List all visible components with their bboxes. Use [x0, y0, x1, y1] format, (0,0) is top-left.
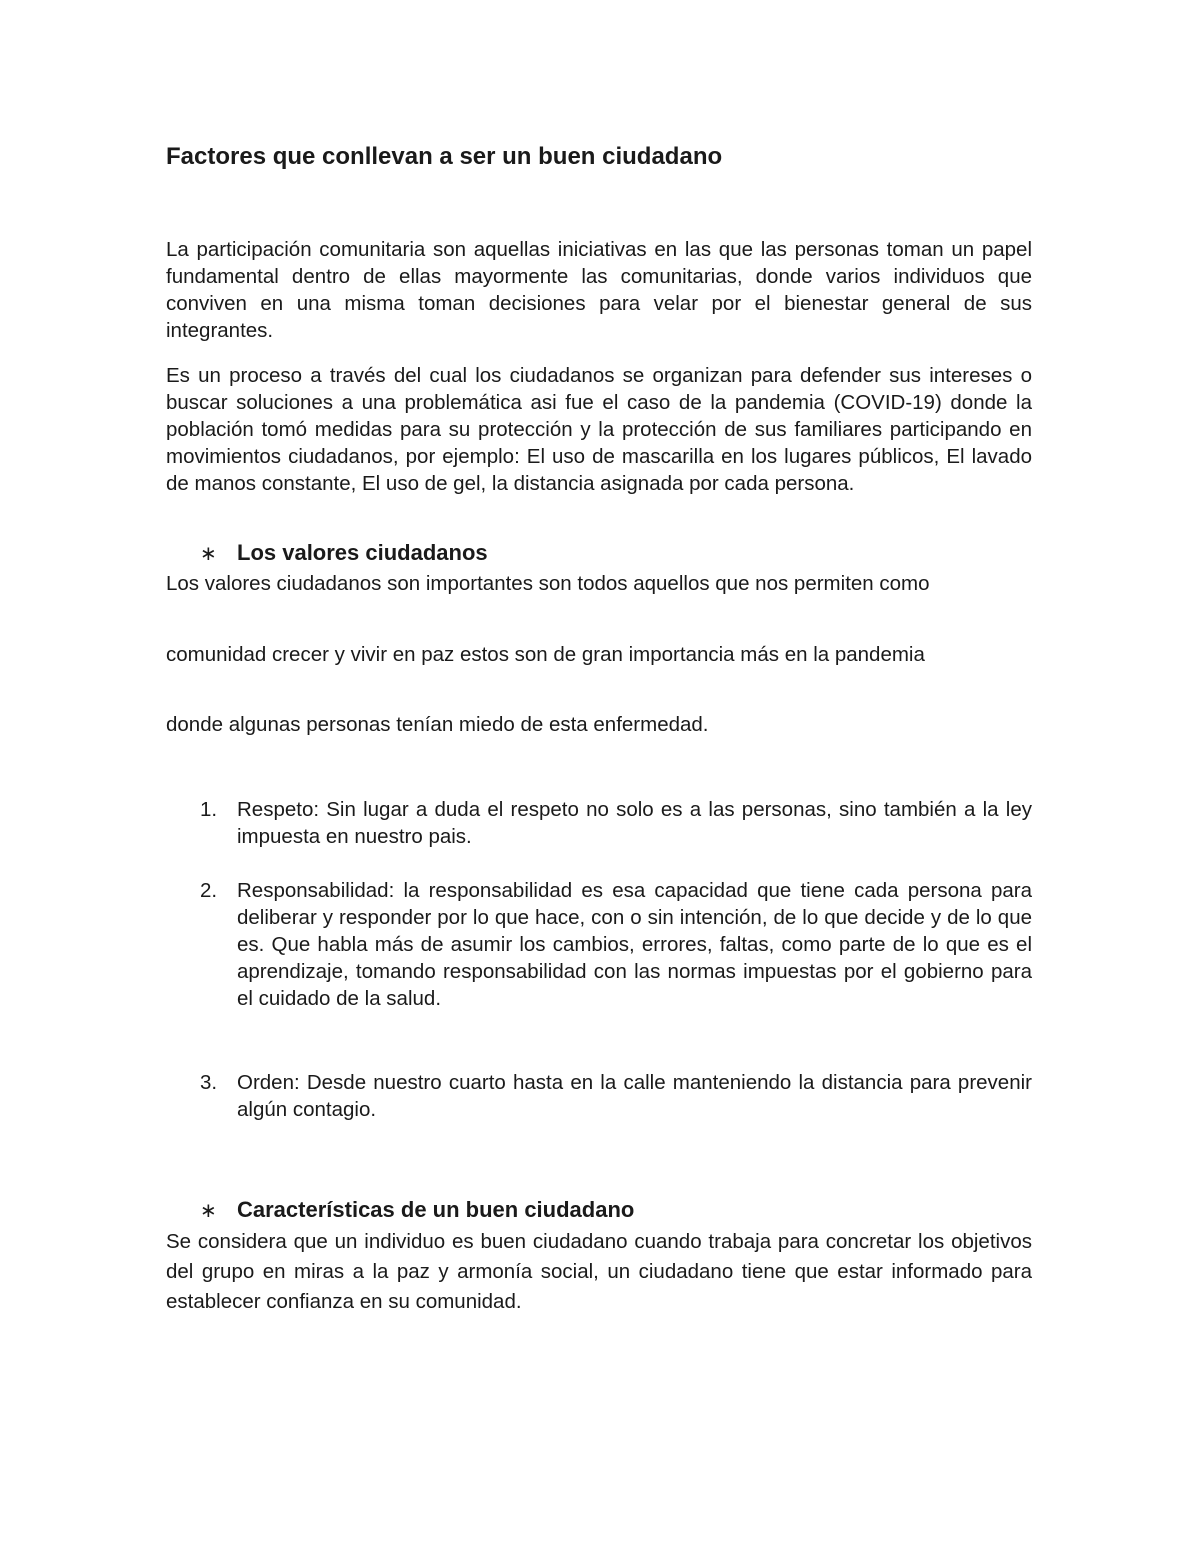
intro-paragraph-1: La participación comunitaria son aquellas iniciativas en las que las personas toman un papel fundamental dentro de ellas mayormente las comunitarias, donde varios individuos que conviven en una misma toman decisiones para velar por el bienestar general de sus integrantes. — [166, 238, 1032, 342]
list-number: 1. — [200, 798, 218, 821]
section-heading-label: Los valores ciudadanos — [237, 540, 488, 565]
valores-line-3: donde algunas personas tenían miedo de esta enfermedad. — [166, 713, 709, 736]
list-text: Orden: Desde nuestro cuarto hasta en la calle manteniendo la distancia para prevenir algún contagio. — [237, 1071, 1032, 1121]
list-text: Respeto: Sin lugar a duda el respeto no solo es a las personas, sino también a la ley impuesta en nuestro pais. — [237, 798, 1032, 848]
intro-paragraph-2: Es un proceso a través del cual los ciudadanos se organizan para defender sus intereses o buscar soluciones a una problemática asi fue el caso de la pandemia (COVID-19) donde la población tomó medidas para su protección y la protección de sus familiares participando en movimientos ciudadanos, por ejemplo: El uso de mascarilla en los lugares públicos, El lavado de manos constante, El uso de gel, la distancia asignada por cada persona. — [166, 364, 1032, 495]
list-number: 2. — [200, 879, 218, 902]
list-item-responsabilidad — [200, 877, 1032, 1012]
bullet-star-icon: ∗ — [200, 543, 217, 565]
list-item-orden — [200, 1069, 1032, 1123]
section-heading-label: Características de un buen ciudadano — [237, 1197, 635, 1222]
page-title: Factores que conllevan a ser un buen ciudadano — [166, 143, 723, 170]
bullet-star-icon: ∗ — [200, 1200, 217, 1222]
list-text: Responsabilidad: la responsabilidad es esa capacidad que tiene cada persona para deliberar y responder por lo que hace, con o sin intención, de lo que decide y de lo que es. Que habla más de asumir los cambios, errores, faltas, como parte de lo que es el aprendizaje, tomando responsabilidad con las normas impuestas por el gobierno para el cuidado de la salud. — [237, 879, 1032, 1010]
list-item-respeto — [200, 796, 1032, 850]
section-heading-caracteristicas — [200, 1195, 1030, 1226]
section-heading-valores — [200, 538, 1030, 569]
caracteristicas-paragraph: Se considera que un individuo es buen ciudadano cuando trabaja para concretar los objetivos del grupo en miras a la paz y armonía social, un ciudadano tiene que estar informado para establecer confianza en su comunidad. — [166, 1230, 1032, 1313]
valores-line-1: Los valores ciudadanos son importantes son todos aquellos que nos permiten como — [166, 572, 930, 595]
list-number: 3. — [200, 1071, 218, 1094]
valores-line-2: comunidad crecer y vivir en paz estos son de gran importancia más en la pandemia — [166, 643, 925, 666]
